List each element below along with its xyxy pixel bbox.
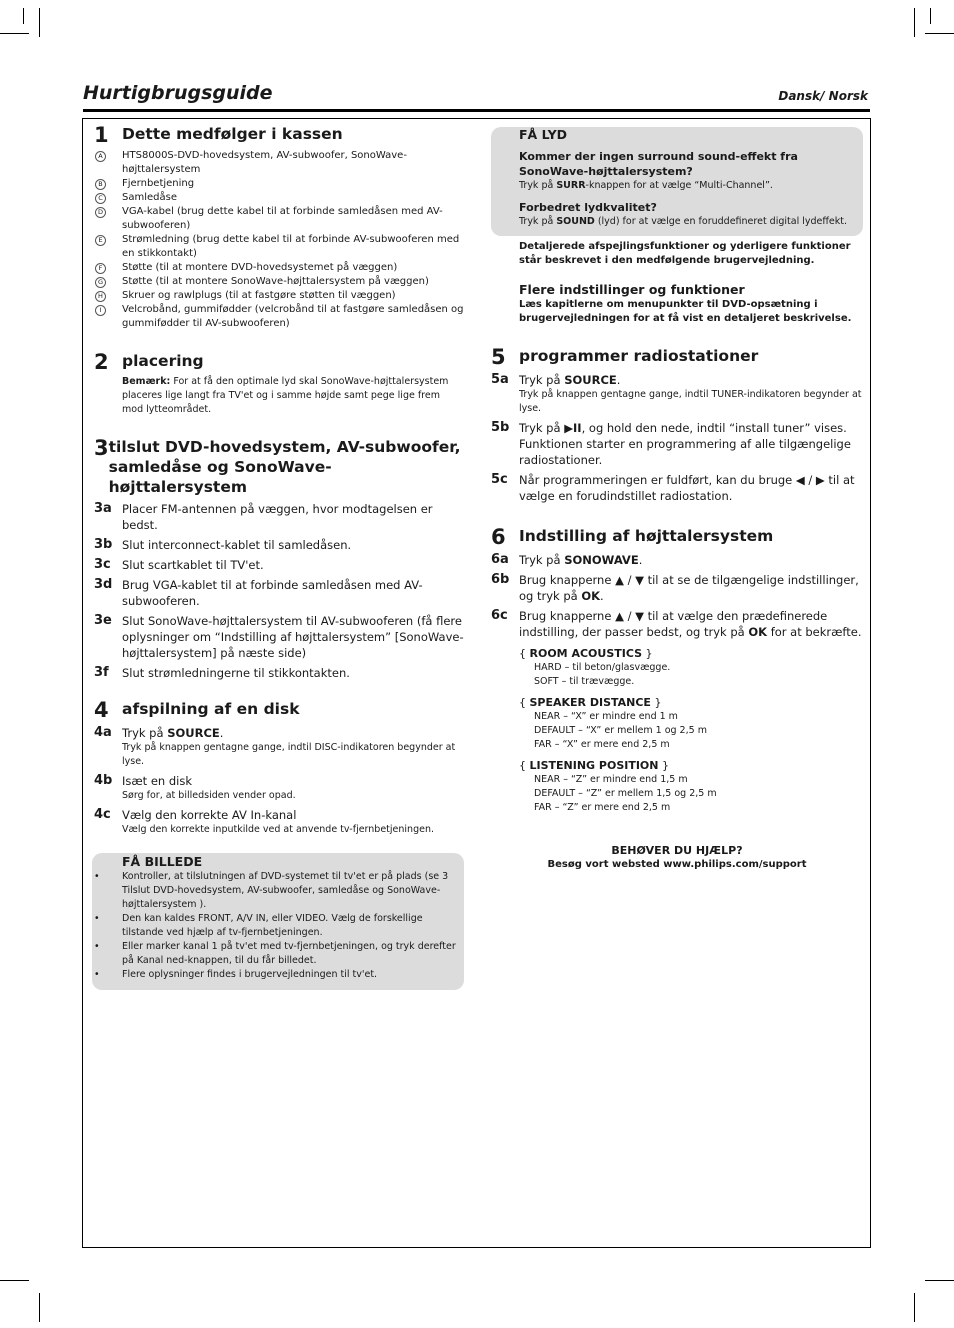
language-label: Dansk/ Norsk xyxy=(778,89,868,103)
option-line: FAR – “X” er mere end 2,5 m xyxy=(534,739,670,750)
list-item xyxy=(92,912,456,940)
question-title: Kommer der ingen surround sound-effekt fra SonoWave-højttalersystem? xyxy=(519,150,798,178)
crop-mark xyxy=(914,1293,915,1322)
step-3e xyxy=(94,613,464,661)
step-number: 6c xyxy=(491,608,508,623)
crop-mark xyxy=(39,8,40,37)
step-subtext: Tryk på knappen gentagne gange, indtil TUNER-indikatoren begynder at lyse. xyxy=(519,389,862,414)
section-1-header xyxy=(94,124,464,146)
question-title: Forbedret lydkvalitet? xyxy=(519,201,657,214)
step-body xyxy=(122,613,464,661)
step-text-post: . xyxy=(600,589,604,603)
step-subtext: Tryk på knappen gentagne gange, indtil DISC-indikatoren begynder at lyse. xyxy=(122,742,456,767)
section-title: Dette medfølger i kassen xyxy=(122,125,343,143)
play-pause-key: ▶II xyxy=(564,421,582,435)
left-column xyxy=(94,124,464,990)
item-letter-circle: E xyxy=(95,235,106,246)
item-letter-circle: B xyxy=(95,179,106,190)
option-group xyxy=(519,758,863,815)
note-text: For at få den optimale lyd skal SonoWave-højttalersystem placeres lige langt fra TV'et og i samme højde samt pege lige frem mod lytteområdet. xyxy=(122,376,449,415)
answer-pre: Tryk på xyxy=(519,216,557,227)
option-line: HARD – til beton/glasvægge. xyxy=(534,662,671,673)
step-3c xyxy=(94,557,464,573)
sound-tips-box xyxy=(491,127,863,236)
section-number: 3 xyxy=(94,436,109,460)
step-number: 3e xyxy=(94,613,112,628)
step-4a xyxy=(94,725,464,769)
crop-mark xyxy=(0,1280,29,1281)
section-title: placering xyxy=(122,352,204,370)
step-text-post: . xyxy=(616,373,621,387)
item-letter-circle: A xyxy=(95,151,106,162)
step-subtext: Vælg den korrekte inputkilde ved at anvende tv-fjernbetjeningen. xyxy=(122,824,434,835)
step-5c xyxy=(491,472,863,504)
header-rule xyxy=(83,109,870,112)
step-number: 4b xyxy=(94,773,113,788)
bullet-text: Flere oplysninger findes i brugervejledningen til tv'et. xyxy=(122,969,378,980)
step-subtext: Sørg for, at billedsiden vender opad. xyxy=(122,790,296,801)
step-text: Slut strømledningerne til stikkontakten. xyxy=(122,666,350,680)
step-text xyxy=(519,608,863,640)
section-3-header xyxy=(94,437,464,497)
step-text-pre: Tryk på xyxy=(519,553,565,567)
step-number: 3f xyxy=(94,665,109,680)
step-number: 3d xyxy=(94,577,113,592)
detail-paragraph: Detaljerede afspejlingsfunktioner og yderligere funktioner står beskrevet i den medfølgende brugervejledning. xyxy=(519,241,851,266)
step-3d xyxy=(94,577,464,609)
step-6a xyxy=(491,552,863,568)
bullet-text: Den kan kaldes FRONT, A/V IN, eller VIDEO. Vælg de forskellige tilstande ved hjælp af tv-fjernbetjeningen. xyxy=(122,913,423,938)
item-letter xyxy=(94,275,122,289)
step-4b xyxy=(94,773,464,803)
section-5-header xyxy=(491,346,863,368)
step-text-post: . xyxy=(219,726,224,740)
step-text-post: , og hold den nede, indtil “install tuner” vises. Funktionen starter en programmering af alle tilgængelige radiostationer. xyxy=(519,421,851,467)
section-title: Indstilling af højttalersystem xyxy=(519,527,774,545)
surr-key: SURR xyxy=(556,180,586,191)
step-text: Vælg den korrekte AV In-kanal xyxy=(122,808,297,822)
step-body xyxy=(122,537,464,553)
step-number: 5a xyxy=(491,372,509,387)
sonowave-key: SONOWAVE xyxy=(564,553,639,567)
option-name: LISTENING POSITION xyxy=(529,759,659,772)
bullet-text: Kontroller, at tilslutningen af DVD-systemet til tv'et er på plads (se 3 Tilslut DVD-hovedsystem, AV-subwoofer, samledåse og SonoWave-højttalersystem ). xyxy=(122,871,449,910)
step-3f xyxy=(94,665,464,681)
note-label: Bemærk: xyxy=(122,376,171,387)
source-key: SOURCE xyxy=(564,373,617,387)
ok-key: OK xyxy=(581,589,601,603)
item-text: Velcrobånd, gummifødder (velcrobånd til at fastgøre samledåsen og gummifødder til AV-subwooferen) xyxy=(122,304,464,329)
answer-post: -knappen for at vælge “Multi-Channel”. xyxy=(585,180,773,191)
help-text: Besøg vort websted www.philips.com/support xyxy=(547,859,807,870)
right-column xyxy=(491,127,863,872)
crop-mark xyxy=(0,33,29,34)
section-6-header xyxy=(491,526,863,548)
step-number: 5b xyxy=(491,420,510,435)
sound-key: SOUND xyxy=(556,216,595,227)
more-settings-text: Læs kapitlerne om menupunkter til DVD-opsætning i brugervejledningen for at få vist en detaljeret beskrivelse. xyxy=(519,299,852,324)
option-line: NEAR – “X” er mindre end 1 m xyxy=(534,711,678,722)
step-text xyxy=(519,552,863,568)
option-title xyxy=(519,758,863,773)
item-letter-circle: F xyxy=(95,263,106,274)
step-text-pre: Tryk på xyxy=(519,421,565,435)
item-text: Fjernbetjening xyxy=(122,178,195,189)
section-title: programmer radiostationer xyxy=(519,347,759,365)
item-text: Skruer og rawlplugs (til at fastgøre støtten til væggen) xyxy=(122,290,396,301)
option-group xyxy=(519,695,863,752)
list-item xyxy=(94,289,464,303)
step-text xyxy=(122,725,464,741)
step-number: 5c xyxy=(491,472,508,487)
item-text: VGA-kabel (brug dette kabel til at forbinde samledåsen med AV-subwooferen) xyxy=(122,206,443,231)
step-3b xyxy=(94,537,464,553)
step-5a xyxy=(491,372,863,416)
crop-mark xyxy=(930,8,931,24)
crop-mark xyxy=(23,8,24,24)
step-text: Isæt en disk xyxy=(122,774,193,788)
list-item xyxy=(94,261,464,275)
step-text: Slut scartkablet til TV'et. xyxy=(122,558,264,572)
list-item xyxy=(92,968,456,982)
brace-close: } xyxy=(650,696,662,709)
section-number: 4 xyxy=(94,698,109,722)
item-letter-circle: C xyxy=(95,193,106,204)
item-letter xyxy=(94,303,122,331)
section-number: 1 xyxy=(94,123,109,147)
item-letter xyxy=(94,149,122,177)
item-text: Samledåse xyxy=(122,192,177,203)
step-body xyxy=(122,501,464,533)
step-number: 6b xyxy=(491,572,510,587)
bullet-dot: • xyxy=(94,913,100,924)
section-number: 5 xyxy=(491,345,506,369)
brace-close: } xyxy=(642,647,653,660)
list-item xyxy=(94,205,464,233)
bullet-dot: • xyxy=(94,969,100,980)
section-2-header xyxy=(94,351,464,373)
connect-steps xyxy=(94,501,464,681)
item-text: HTS8000S-DVD-hovedsystem, AV-subwoofer, SonoWave-højttalersystem xyxy=(122,150,407,175)
brace-open: { xyxy=(519,647,530,660)
step-body xyxy=(122,557,464,573)
list-item xyxy=(94,191,464,205)
placement-note xyxy=(94,375,464,417)
option-name: ROOM ACOUSTICS xyxy=(529,647,643,660)
step-number: 3b xyxy=(94,537,113,552)
option-group xyxy=(519,646,863,689)
step-number: 4a xyxy=(94,725,112,740)
section-title: tilslut DVD-hovedsystem, AV-subwoofer, samledåse og SonoWave-højttalersystem xyxy=(108,438,461,496)
option-line: DEFAULT – “Z” er mellem 1,5 og 2,5 m xyxy=(534,788,717,799)
step-text: Slut SonoWave-højttalersystem til AV-subwooferen (få flere oplysninger om “Indstilling af højttalersystem” [SonoWave-højttalersystem] på næste side) xyxy=(122,614,464,660)
step-number: 4c xyxy=(94,807,111,822)
box-title: FÅ BILLEDE xyxy=(122,854,203,869)
item-letter-circle: G xyxy=(95,277,106,288)
step-6b xyxy=(491,572,863,604)
step-text xyxy=(519,372,863,388)
box-title: FÅ LYD xyxy=(519,127,568,142)
source-key: SOURCE xyxy=(167,726,220,740)
list-item xyxy=(94,303,464,331)
list-item xyxy=(94,233,464,261)
step-text: Når programmeringen er fuldført, kan du bruge ◀ / ▶ til at vælge en forudindstillet radiostation. xyxy=(519,473,855,503)
bullet-text: Eller marker kanal 1 på tv'et med tv-fjernbetjeningen, og tryk derefter på Kanal ned-knappen, til du får billedet. xyxy=(122,941,456,966)
item-letter xyxy=(94,177,122,191)
option-line: SOFT – til trævægge. xyxy=(534,676,635,687)
item-letter-circle: I xyxy=(95,305,106,316)
crop-mark xyxy=(914,8,915,37)
section-number: 2 xyxy=(94,350,109,374)
step-text: Slut interconnect-kablet til samledåsen. xyxy=(122,538,352,552)
section-title: afspilning af en disk xyxy=(122,700,300,718)
list-item xyxy=(94,149,464,177)
brace-open: { xyxy=(519,759,530,772)
step-text xyxy=(519,572,863,604)
option-line: NEAR – “Z” er mindre end 1,5 m xyxy=(534,774,688,785)
step-text: Placer FM-antennen på væggen, hvor modtagelsen er bedst. xyxy=(122,502,433,532)
picture-tips-box xyxy=(92,853,464,990)
question-answer xyxy=(519,215,853,228)
section-number: 6 xyxy=(491,525,506,549)
crop-mark xyxy=(925,33,954,34)
item-text: Støtte (til at montere SonoWave-højttalersystem på væggen) xyxy=(122,276,429,287)
step-number: 3c xyxy=(94,557,111,572)
item-letter-circle: D xyxy=(95,207,106,218)
step-4c xyxy=(94,807,464,837)
bullet-dot: • xyxy=(94,871,100,882)
more-settings-title: Flere indstillinger og funktioner xyxy=(519,282,745,297)
list-item xyxy=(92,870,456,912)
item-letter xyxy=(94,289,122,303)
item-letter xyxy=(94,205,122,233)
crop-mark xyxy=(925,1280,954,1281)
help-block xyxy=(491,843,863,872)
step-text: Brug VGA-kablet til at forbinde samledåsen med AV-subwooferen. xyxy=(122,578,423,608)
step-text-pre: Brug knapperne ▲ / ▼ til at se de tilgængelige indstillinger, og tryk på xyxy=(519,573,859,603)
brace-close: } xyxy=(658,759,669,772)
ok-key: OK xyxy=(748,625,768,639)
list-item xyxy=(92,940,456,968)
brace-open: { xyxy=(519,696,530,709)
item-letter-circle: H xyxy=(95,291,106,302)
step-text-pre: Tryk på xyxy=(519,373,565,387)
step-text-post: . xyxy=(638,553,643,567)
step-number: 3a xyxy=(94,501,112,516)
step-text xyxy=(519,420,863,468)
step-5b xyxy=(491,420,863,468)
item-letter xyxy=(94,233,122,261)
option-title xyxy=(519,646,863,661)
page-title: Hurtigbrugsguide xyxy=(83,82,273,104)
help-title: BEHØVER DU HJÆLP? xyxy=(611,844,743,857)
step-6c xyxy=(491,608,863,640)
list-item xyxy=(94,275,464,289)
crop-mark xyxy=(39,1293,40,1322)
section-4-header xyxy=(94,699,464,721)
question-answer xyxy=(519,179,853,192)
item-letter xyxy=(94,261,122,275)
answer-pre: Tryk på xyxy=(519,180,557,191)
list-item xyxy=(94,177,464,191)
step-body xyxy=(122,665,464,681)
step-body xyxy=(122,577,464,609)
item-text: Strømledning (brug dette kabel til at forbinde AV-subwooferen med en stikkontakt) xyxy=(122,234,460,259)
bullet-dot: • xyxy=(94,941,100,952)
option-title xyxy=(519,695,863,710)
step-text-post: for at bekræfte. xyxy=(767,625,862,639)
option-name: SPEAKER DISTANCE xyxy=(529,696,651,709)
step-text-pre: Brug knapperne ▲ / ▼ til at vælge den prædefinerede indstilling, der passer bedst, og tryk på xyxy=(519,609,828,639)
picture-tips-list xyxy=(92,870,456,982)
step-3a xyxy=(94,501,464,533)
item-letter xyxy=(94,191,122,205)
option-line: FAR – “Z” er mere end 2,5 m xyxy=(534,802,671,813)
box-contents-list xyxy=(94,149,464,331)
step-text-pre: Tryk på xyxy=(122,726,168,740)
step-number: 6a xyxy=(491,552,509,567)
answer-post: (lyd) for at vælge en foruddefineret digital lydeffekt. xyxy=(594,216,848,227)
item-text: Støtte (til at montere DVD-hovedsystemet på væggen) xyxy=(122,262,398,273)
option-line: DEFAULT – “X” er mellem 1 og 2,5 m xyxy=(534,725,707,736)
speaker-options xyxy=(491,646,863,815)
